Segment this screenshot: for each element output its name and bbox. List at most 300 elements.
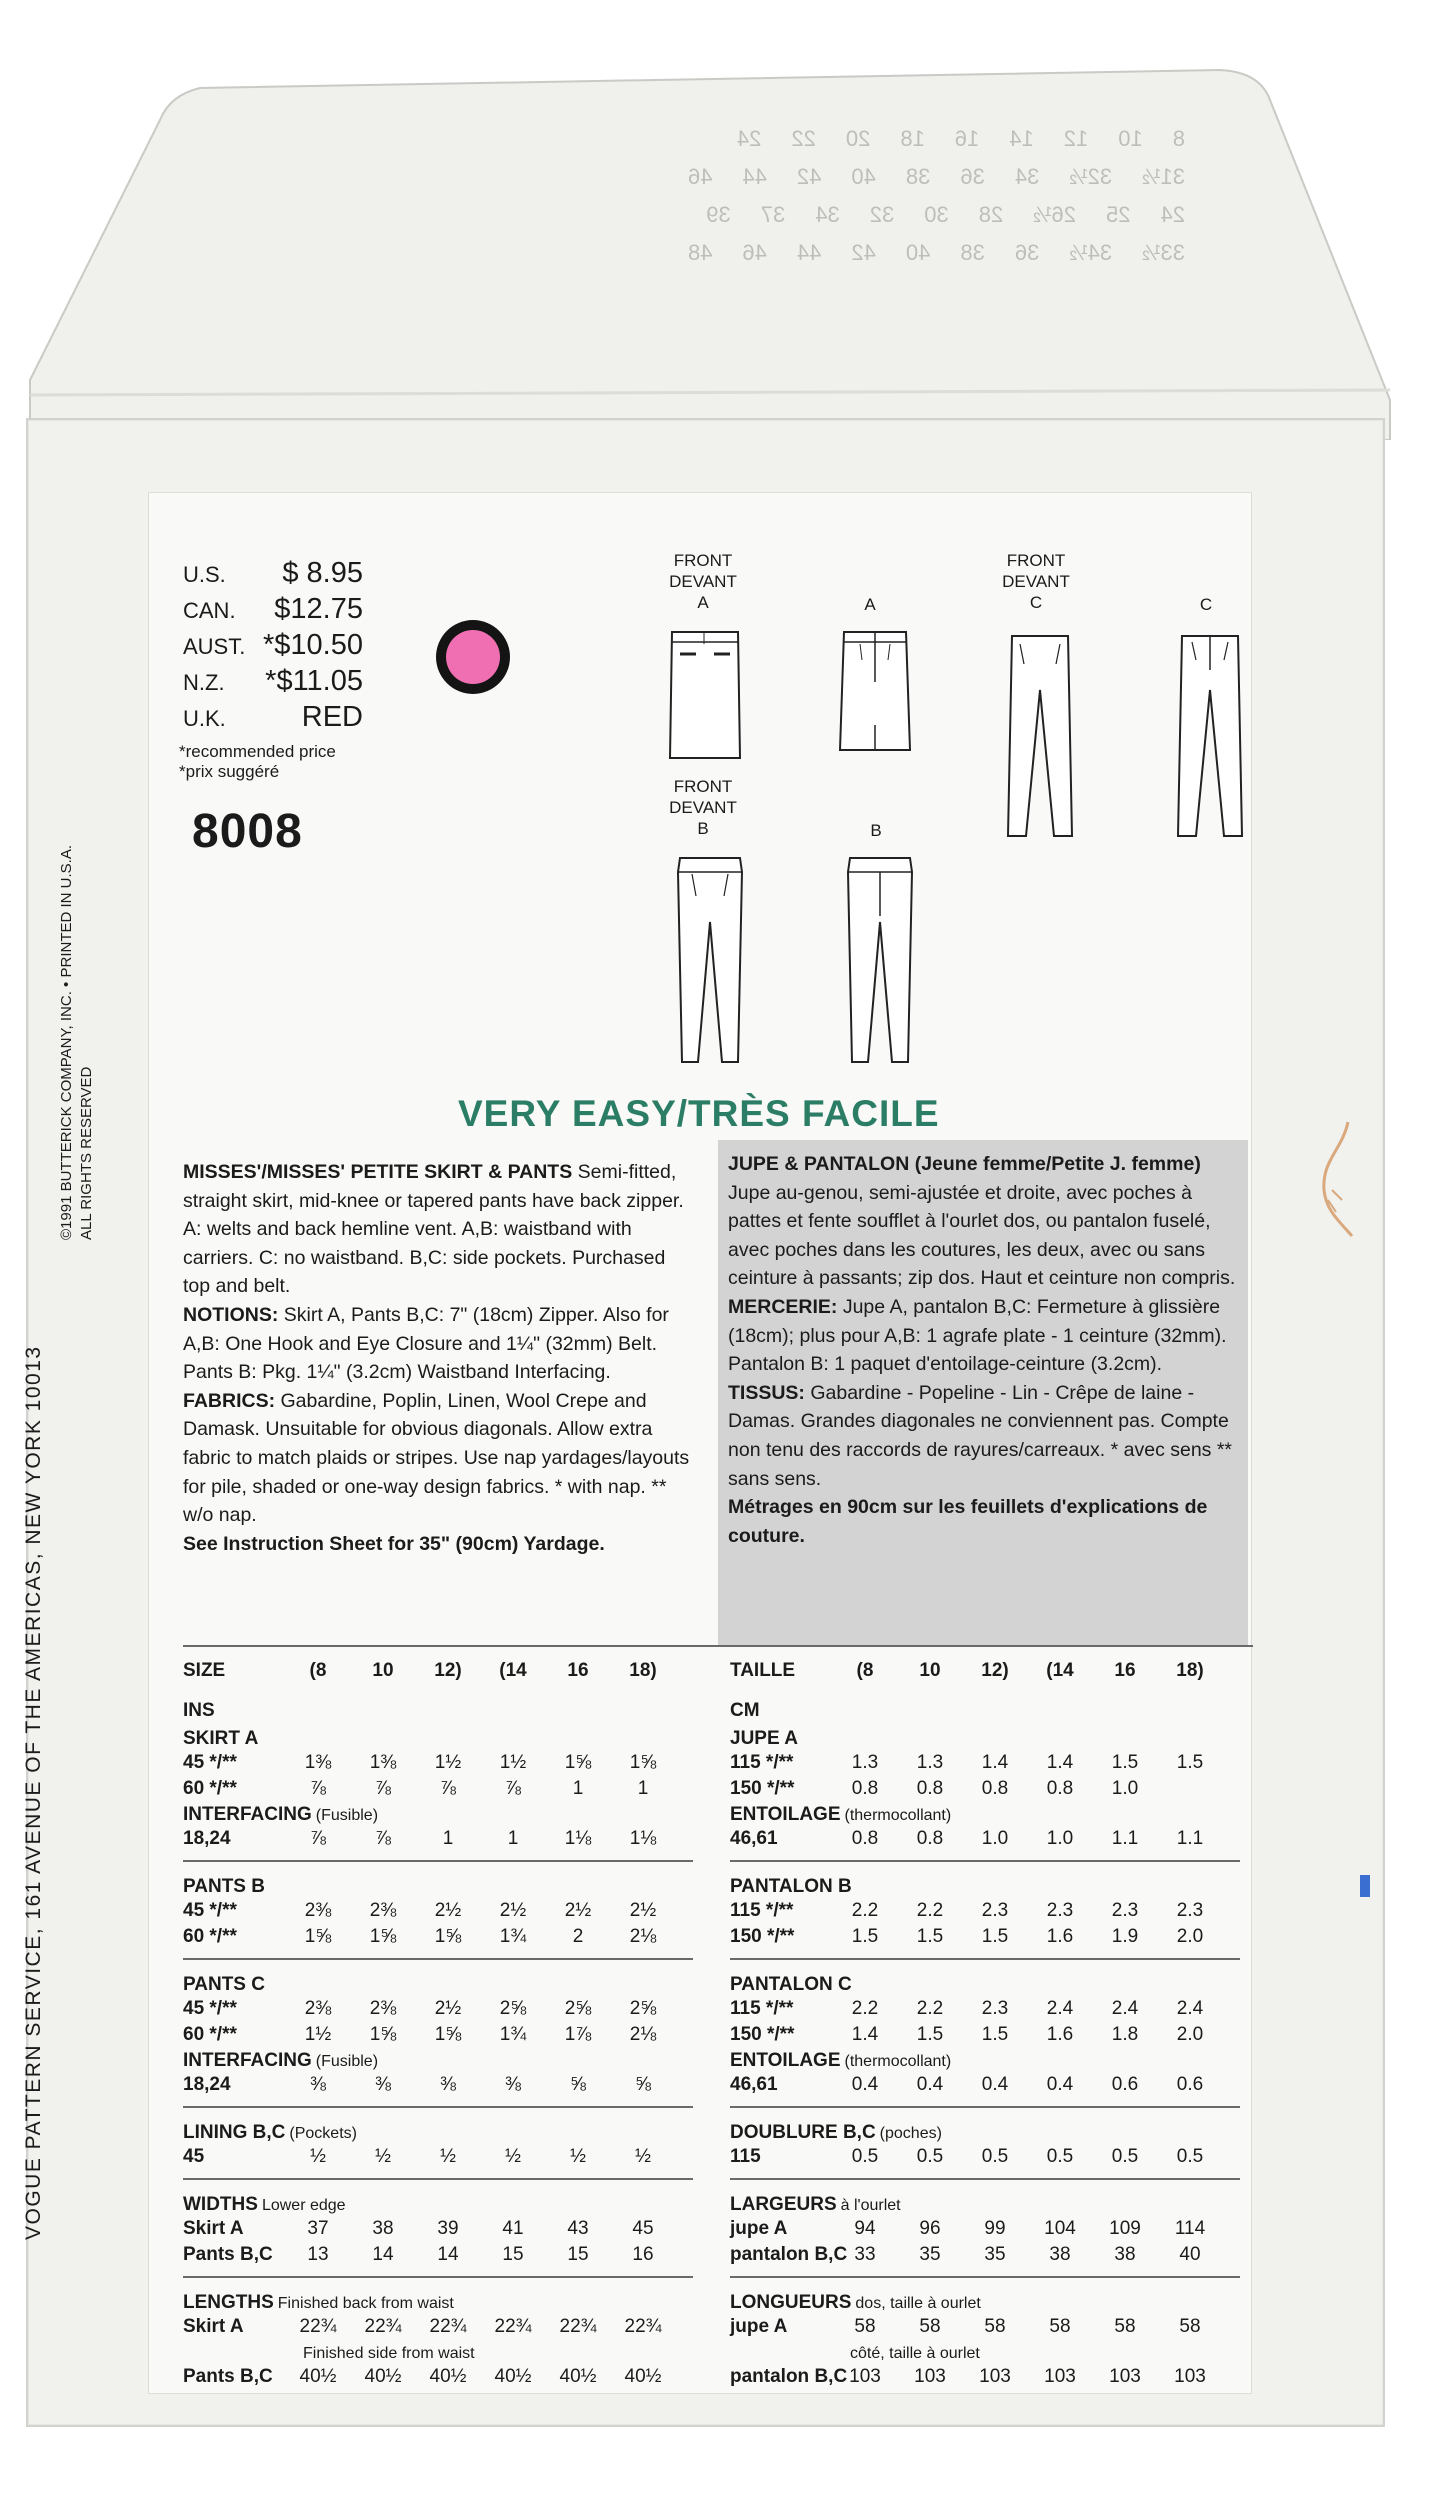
yardage-cell: 0.5 bbox=[1046, 2146, 1074, 2167]
pattern-number: 8008 bbox=[192, 805, 303, 858]
yardage-cell: 40½ bbox=[494, 2366, 532, 2387]
yardage-cell: 0.4 bbox=[916, 2074, 944, 2095]
yardage-cell: 22¾ bbox=[624, 2316, 662, 2337]
notions-paragraph bbox=[183, 1301, 693, 1387]
mercerie-paragraph bbox=[728, 1293, 1246, 1379]
row-group-note: (Fusible) bbox=[315, 1807, 379, 1824]
yardage-cell: 0.5 bbox=[916, 2146, 944, 2167]
row-group-note: Finished back from waist bbox=[277, 2295, 454, 2312]
skirt-a-front-sketch bbox=[660, 620, 750, 760]
yardage-cell: 2.2 bbox=[916, 1900, 944, 1921]
fabrics-text: Gabardine, Poplin, Linen, Wool Crepe and Damask. Unsuitable for obvious diagonals. Allow extra fabric to match plaids or stripes. Use nap yardages/layouts for pile, shaded or one-way design fabrics. * with nap. ** w/o nap. bbox=[183, 1389, 690, 1527]
yardage-cell: 1.5 bbox=[1176, 1752, 1204, 1773]
row-group-note: (thermocollant) bbox=[844, 1807, 952, 1824]
row-group-label: ENTOILAGE (thermocollant) bbox=[730, 1804, 952, 1825]
yardage-cell: 1.5 bbox=[916, 2024, 944, 2045]
notions-head: NOTIONS: bbox=[183, 1303, 279, 1326]
yardage-cell: 58 bbox=[984, 2316, 1006, 2337]
yardage-cell: 2⅛ bbox=[629, 1926, 657, 1947]
flap-chart-cell: 16 bbox=[954, 126, 980, 151]
size-column-header: 12) bbox=[981, 1660, 1009, 1681]
size-column-header: 12) bbox=[434, 1660, 462, 1681]
table-row-divider bbox=[730, 2106, 1240, 2108]
yardage-cell: 2 bbox=[572, 1926, 584, 1947]
yardage-cell: 2⅛ bbox=[629, 2024, 657, 2045]
yardage-cell: 1.0 bbox=[1046, 1828, 1074, 1849]
row-group-note: Finished side from waist bbox=[303, 2345, 475, 2362]
yardage-cell: ⅞ bbox=[505, 1778, 521, 1799]
yardage-table-english bbox=[183, 1652, 703, 2392]
tissus-head: TISSUS: bbox=[728, 1381, 805, 1404]
row-label: 45 bbox=[183, 2146, 205, 2167]
fr-description-text: Jupe au-genou, semi-ajustée et droite, avec poches à pattes et fente soufflet à l'ourlet dos, ou pantalon fuselé, avec poches dans les coutures, les deux, avec ou sans ceinture à passants; zip dos. Haut et ceinture non compris. bbox=[728, 1181, 1236, 1290]
flap-chart-cell: 42 bbox=[796, 164, 822, 189]
price-value: $12.75 bbox=[274, 593, 363, 625]
yardage-cell: ½ bbox=[570, 2146, 586, 2167]
price-value: *$11.05 bbox=[265, 665, 363, 697]
row-group-note: côté, taille à ourlet bbox=[850, 2345, 980, 2362]
yardage-cell: 2.2 bbox=[851, 1998, 879, 2019]
yardage-cell: 2⅜ bbox=[304, 1998, 332, 2019]
flap-chart-cell: 38 bbox=[905, 164, 931, 189]
flap-chart-cell: 24 bbox=[1160, 202, 1185, 227]
unit-label: CM bbox=[730, 1700, 760, 1721]
yardage-cell: 1.0 bbox=[981, 1828, 1009, 1849]
row-label: 115 */** bbox=[730, 1998, 794, 2019]
row-group-label: ENTOILAGE (thermocollant) bbox=[730, 2050, 952, 2071]
yardage-cell: 1⅝ bbox=[434, 1926, 462, 1947]
yardage-cell: 1⅜ bbox=[304, 1752, 332, 1773]
yardage-cell: 2.0 bbox=[1176, 1926, 1204, 1947]
yardage-cell: ⅞ bbox=[440, 1778, 456, 1799]
row-group-note: à l'ourlet bbox=[840, 2197, 901, 2214]
yardage-cell: 40½ bbox=[624, 2366, 662, 2387]
yardage-cell: 13 bbox=[307, 2244, 329, 2265]
yardage-cell: ⅜ bbox=[505, 2074, 521, 2095]
yardage-cell: 114 bbox=[1174, 2218, 1206, 2239]
yardage-cell: 2.4 bbox=[1046, 1998, 1074, 2019]
row-label: 18,24 bbox=[183, 1828, 231, 1849]
yardage-cell: 1 bbox=[442, 1828, 454, 1849]
yardage-cell: 1.1 bbox=[1111, 1828, 1139, 1849]
size-column-header: 16 bbox=[1114, 1660, 1136, 1681]
price-value: RED bbox=[301, 701, 363, 733]
size-header: SIZE bbox=[183, 1660, 226, 1681]
yardage-cell: ⅞ bbox=[375, 1828, 391, 1849]
price-row bbox=[183, 628, 363, 664]
yardage-cell: 94 bbox=[854, 2218, 876, 2239]
row-group-label: INTERFACING (Fusible) bbox=[183, 2050, 379, 2071]
row-label: 150 */** bbox=[730, 1926, 795, 1947]
row-label: pantalon B,C bbox=[730, 2244, 848, 2265]
yardage-cell: 1⅝ bbox=[564, 1752, 592, 1773]
yardage-cell: 1.3 bbox=[916, 1752, 944, 1773]
price-region: CAN. bbox=[183, 598, 236, 623]
row-group-note: (thermocollant) bbox=[844, 2053, 952, 2070]
yardage-cell: 1⅝ bbox=[434, 2024, 462, 2045]
fr-description-paragraph bbox=[728, 1150, 1246, 1293]
yardage-cell: 40½ bbox=[364, 2366, 402, 2387]
yardage-cell: 14 bbox=[372, 2244, 394, 2265]
yardage-cell: 2⅜ bbox=[369, 1900, 397, 1921]
price-region: N.Z. bbox=[183, 670, 225, 695]
pants-b-front-sketch bbox=[670, 852, 750, 1066]
yardage-cell: 2.3 bbox=[1046, 1900, 1074, 1921]
copyright-notice bbox=[57, 845, 97, 1240]
flap-chart-cell: 38 bbox=[960, 240, 985, 265]
mercerie-text: Jupe A, pantalon B,C: Fermeture à glissière (18cm); plus pour A,B: 1 agrafe plate - 1 ceinture (32mm). Pantalon B: 1 paquet d'entoilage-ceinture (3.2cm). bbox=[728, 1295, 1227, 1376]
english-description bbox=[183, 1158, 693, 1558]
yardage-cell: 15 bbox=[502, 2244, 524, 2265]
yardage-cell: 1⅝ bbox=[369, 1926, 397, 1947]
yardage-cell: 2.4 bbox=[1176, 1998, 1204, 2019]
size-column-header: 16 bbox=[567, 1660, 589, 1681]
yardage-cell: 0.8 bbox=[1046, 1778, 1074, 1799]
yardage-cell: 38 bbox=[1114, 2244, 1136, 2265]
description-text: Semi-fitted, straight skirt, mid-knee or tapered pants have back zipper. A: welts and back hemline vent. A,B: waistband with carriers. C: no waistband. B,C: side pockets. Purchased top and belt. bbox=[183, 1161, 684, 1298]
flap-chart-cell: 24 bbox=[736, 126, 762, 151]
yardage-cell: 38 bbox=[372, 2218, 394, 2239]
flap-chart-cell: 34 bbox=[1014, 164, 1040, 189]
yardage-cell: 22¾ bbox=[299, 2316, 337, 2337]
yardage-cell: ⅝ bbox=[570, 2074, 586, 2095]
yardage-cell: ⅝ bbox=[635, 2074, 651, 2095]
yardage-note: See Instruction Sheet for 35" (90cm) Yardage. bbox=[183, 1532, 605, 1555]
flap-chart-cell: 39 bbox=[706, 202, 731, 227]
yardage-cell: 22¾ bbox=[494, 2316, 532, 2337]
row-group-note: dos, taille à ourlet bbox=[855, 2295, 981, 2312]
french-description bbox=[728, 1150, 1246, 1550]
yardage-cell: 1½ bbox=[499, 1752, 527, 1773]
row-label: 150 */** bbox=[730, 1778, 795, 1799]
row-label: jupe A bbox=[730, 2316, 788, 2337]
mercerie-head: MERCERIE: bbox=[728, 1295, 838, 1318]
row-label: 115 bbox=[730, 2146, 761, 2167]
yardage-cell: 22¾ bbox=[559, 2316, 597, 2337]
yardage-cell: 1.0 bbox=[1111, 1778, 1139, 1799]
table-top-rule bbox=[183, 1645, 1253, 1647]
yardage-cell: ⅜ bbox=[310, 2074, 326, 2095]
fabrics-head: FABRICS: bbox=[183, 1389, 276, 1412]
yardage-cell: 1⅛ bbox=[629, 1828, 657, 1849]
label-back-b: B bbox=[870, 821, 882, 840]
table-row-divider bbox=[730, 1958, 1240, 1960]
flap-chart-cell: 48 bbox=[687, 240, 713, 265]
yardage-cell: 1 bbox=[572, 1778, 584, 1799]
envelope-flap bbox=[0, 0, 1445, 430]
yardage-cell: 58 bbox=[854, 2316, 876, 2337]
flap-chart-cell: 22 bbox=[791, 126, 816, 151]
flap-chart-cell: 36 bbox=[1014, 240, 1040, 265]
yardage-cell: 1 bbox=[637, 1778, 649, 1799]
yardage-cell: 40½ bbox=[429, 2366, 467, 2387]
flap-bleedthrough-chart bbox=[345, 120, 1185, 350]
row-group-label: WIDTHS Lower edge bbox=[183, 2194, 346, 2215]
row-group-label bbox=[183, 2342, 475, 2364]
flap-chart-cell: 44 bbox=[796, 240, 822, 265]
row-label: jupe A bbox=[730, 2218, 788, 2239]
yardage-cell: 2½ bbox=[434, 1900, 462, 1921]
table-row-divider bbox=[730, 1860, 1240, 1862]
yardage-cell: 33 bbox=[854, 2244, 876, 2265]
yardage-cell: 35 bbox=[919, 2244, 941, 2265]
label-front-c: FRONT DEVANT C bbox=[1002, 551, 1070, 612]
flap-chart-row bbox=[345, 158, 1185, 196]
size-column-header: (14 bbox=[1046, 1660, 1074, 1681]
yardage-cell: 2½ bbox=[499, 1900, 527, 1921]
row-label: Skirt A bbox=[183, 2316, 244, 2337]
yardage-cell: 1⅜ bbox=[369, 1752, 397, 1773]
row-group-label: PANTS C bbox=[183, 1974, 265, 1995]
size-column-header: 18) bbox=[629, 1660, 657, 1681]
yardage-cell: 40 bbox=[1179, 2244, 1201, 2265]
yardage-cell: 103 bbox=[1109, 2366, 1141, 2387]
flap-chart-cell: 42 bbox=[851, 240, 876, 265]
table-row-divider bbox=[183, 2276, 693, 2278]
yardage-cell: 1.5 bbox=[851, 1926, 879, 1947]
yardage-cell: ½ bbox=[440, 2146, 456, 2167]
yardage-cell: 2⅜ bbox=[304, 1900, 332, 1921]
flap-chart-cell: 8 bbox=[1172, 126, 1185, 151]
yardage-cell: 0.5 bbox=[981, 2146, 1009, 2167]
yardage-cell: 1.4 bbox=[1046, 1752, 1074, 1773]
row-label: 150 */** bbox=[730, 2024, 795, 2045]
flap-chart-cell: 10 bbox=[1118, 126, 1143, 151]
flap-chart-cell: 46 bbox=[687, 164, 713, 189]
flap-chart-cell: 28 bbox=[978, 202, 1004, 227]
yardage-cell: 1⅝ bbox=[304, 1926, 332, 1947]
yardage-cell: 103 bbox=[1174, 2366, 1206, 2387]
flap-chart-cell: 31½ bbox=[1142, 164, 1185, 189]
flap-chart-cell: 44 bbox=[742, 164, 767, 189]
yardage-cell: 2⅝ bbox=[564, 1998, 592, 2019]
yardage-cell: 2⅝ bbox=[499, 1998, 527, 2019]
yardage-cell: 104 bbox=[1044, 2218, 1076, 2239]
price-row bbox=[183, 592, 363, 628]
yardage-cell: 38 bbox=[1049, 2244, 1071, 2265]
row-group-label bbox=[730, 2342, 980, 2364]
row-label: pantalon B,C bbox=[730, 2366, 848, 2387]
label-front-a: FRONT DEVANT A bbox=[669, 551, 737, 612]
flap-chart-cell: 40 bbox=[851, 164, 876, 189]
yardage-cell: 0.8 bbox=[916, 1778, 944, 1799]
yardage-cell: 1.5 bbox=[981, 1926, 1009, 1947]
row-label: Pants B,C bbox=[183, 2244, 273, 2265]
yardage-cell: 58 bbox=[1114, 2316, 1136, 2337]
flap-chart-cell: 30 bbox=[924, 202, 949, 227]
row-group-label: SKIRT A bbox=[183, 1728, 259, 1749]
publisher-address: VOGUE PATTERN SERVICE, 161 AVENUE OF THE AMERICAS, NEW YORK 10013 bbox=[22, 1345, 45, 2240]
yardage-cell: 1.1 bbox=[1176, 1828, 1204, 1849]
yardage-cell: 40½ bbox=[299, 2366, 337, 2387]
yardage-cell: 99 bbox=[984, 2218, 1006, 2239]
yardage-cell: 35 bbox=[984, 2244, 1006, 2265]
yardage-cell: 1¾ bbox=[499, 1926, 527, 1947]
yardage-cell: 2.2 bbox=[916, 1998, 944, 2019]
pants-c-back-sketch bbox=[1170, 630, 1250, 840]
description-head: MISSES'/MISSES' PETITE SKIRT & PANTS bbox=[183, 1161, 573, 1183]
yardage-cell: 39 bbox=[437, 2218, 459, 2239]
yardage-cell: 0.4 bbox=[851, 2074, 879, 2095]
flap-chart-cell: 37 bbox=[760, 202, 786, 227]
table-row-divider bbox=[183, 1860, 693, 1862]
yardage-cell: 0.5 bbox=[851, 2146, 879, 2167]
yardage-cell: 14 bbox=[437, 2244, 459, 2265]
row-group-note: Lower edge bbox=[261, 2197, 346, 2214]
yardage-cell: 1.4 bbox=[851, 2024, 879, 2045]
yardage-cell: 58 bbox=[1179, 2316, 1201, 2337]
row-group-label: LINING B,C (Pockets) bbox=[183, 2122, 357, 2143]
table-row-divider bbox=[730, 2276, 1240, 2278]
yardage-cell: 1⅛ bbox=[564, 1828, 592, 1849]
yardage-cell: 2½ bbox=[564, 1900, 592, 1921]
yardage-cell: ½ bbox=[310, 2146, 326, 2167]
yardage-cell: 2.3 bbox=[1176, 1900, 1204, 1921]
price-row bbox=[183, 556, 363, 592]
fr-description-head: JUPE & PANTALON (Jeune femme/Petite J. femme) bbox=[728, 1153, 1201, 1175]
row-group-label: LONGUEURS dos, taille à ourlet bbox=[730, 2292, 981, 2313]
yardage-cell: ⅜ bbox=[375, 2074, 391, 2095]
table-row-divider bbox=[730, 2178, 1240, 2180]
yardage-cell: 1.6 bbox=[1046, 1926, 1074, 1947]
flap-chart-cell: 14 bbox=[1009, 126, 1034, 151]
table-row-divider bbox=[183, 1958, 693, 1960]
flap-chart-cell: 20 bbox=[845, 126, 871, 151]
flap-chart-row bbox=[345, 234, 1185, 272]
label-back-a: A bbox=[864, 595, 876, 614]
tissus-paragraph bbox=[728, 1379, 1246, 1493]
row-group-label: DOUBLURE B,C (poches) bbox=[730, 2122, 942, 2143]
price-row bbox=[183, 664, 363, 700]
price-note: *prix suggéré bbox=[179, 762, 280, 781]
yardage-cell: ½ bbox=[505, 2146, 521, 2167]
yardage-cell: ⅜ bbox=[440, 2074, 456, 2095]
size-column-header: 10 bbox=[372, 1660, 394, 1681]
yardage-cell: 109 bbox=[1109, 2218, 1141, 2239]
row-group-label: PANTALON B bbox=[730, 1876, 852, 1897]
yardage-cell: 22¾ bbox=[429, 2316, 467, 2337]
yardage-cell: 1.5 bbox=[1111, 1752, 1139, 1773]
yardage-cell: 2.3 bbox=[981, 1998, 1009, 2019]
yardage-cell: ½ bbox=[635, 2146, 651, 2167]
row-label: 45 */** bbox=[183, 1998, 237, 2019]
yardage-cell: 15 bbox=[567, 2244, 589, 2265]
row-group-label: LARGEURS à l'ourlet bbox=[730, 2194, 901, 2215]
yardage-cell: 2⅜ bbox=[369, 1998, 397, 2019]
flap-chart-row bbox=[345, 120, 1185, 158]
unit-label: INS bbox=[183, 1700, 215, 1721]
row-group-label: INTERFACING (Fusible) bbox=[183, 1804, 379, 1825]
yardage-cell: 2.3 bbox=[1111, 1900, 1139, 1921]
yardage-cell: 1⅝ bbox=[629, 1752, 657, 1773]
row-label: 45 */** bbox=[183, 1900, 237, 1921]
price-note: *recommended price bbox=[179, 742, 336, 761]
price-value: *$10.50 bbox=[263, 629, 363, 661]
row-label: 46,61 bbox=[730, 2074, 778, 2095]
yardage-cell: 103 bbox=[1044, 2366, 1076, 2387]
copyright-line: ©1991 BUTTERICK COMPANY, INC. • PRINTED IN U.S.A. bbox=[58, 845, 75, 1240]
row-group-label: PANTS B bbox=[183, 1876, 265, 1897]
yardage-cell: 0.4 bbox=[1046, 2074, 1074, 2095]
yardage-cell: 0.8 bbox=[851, 1828, 879, 1849]
size-column-header: (8 bbox=[309, 1660, 327, 1681]
flap-chart-cell: 33½ bbox=[1142, 240, 1185, 265]
description-paragraph bbox=[183, 1158, 693, 1301]
blue-ink-mark bbox=[1360, 1875, 1370, 1897]
row-group-note: (Fusible) bbox=[315, 2053, 379, 2070]
yardage-cell: 1.8 bbox=[1111, 2024, 1139, 2045]
price-region: U.S. bbox=[183, 562, 226, 587]
price-block bbox=[179, 556, 363, 782]
tissus-text: Gabardine - Popeline - Lin - Crêpe de laine - Damas. Grandes diagonales ne conviennent pas. Compte non tenu des raccords de rayures/carreaux. * avec sens ** sans sens. bbox=[728, 1381, 1233, 1490]
yardage-cell: 1.4 bbox=[981, 1752, 1009, 1773]
yardage-cell: 1.5 bbox=[916, 1926, 944, 1947]
flap-chart-cell: 32 bbox=[869, 202, 895, 227]
row-label: Pants B,C bbox=[183, 2366, 273, 2387]
rights-line: ALL RIGHTS RESERVED bbox=[78, 1066, 95, 1240]
row-group-label: LENGTHS Finished back from waist bbox=[183, 2292, 454, 2313]
row-label: 60 */** bbox=[183, 2024, 237, 2045]
flap-chart-cell: 32½ bbox=[1069, 164, 1113, 189]
flap-chart-cell: 12 bbox=[1063, 126, 1089, 151]
yardage-cell: 2.0 bbox=[1176, 2024, 1204, 2045]
row-group-note: (Pockets) bbox=[289, 2125, 357, 2142]
row-group-note: (poches) bbox=[879, 2125, 942, 2142]
yardage-cell: 43 bbox=[567, 2218, 589, 2239]
size-column-header: 18) bbox=[1176, 1660, 1204, 1681]
size-column-header: (14 bbox=[499, 1660, 527, 1681]
flap-chart-row bbox=[345, 196, 1185, 234]
yardage-cell: 1¾ bbox=[499, 2024, 527, 2045]
yardage-cell: 0.5 bbox=[1111, 2146, 1139, 2167]
skirt-a-back-sketch bbox=[830, 620, 920, 760]
yardage-cell: 0.8 bbox=[981, 1778, 1009, 1799]
yardage-cell: 1.3 bbox=[851, 1752, 879, 1773]
row-group-label: JUPE A bbox=[730, 1728, 798, 1749]
flap-chart-cell: 40 bbox=[905, 240, 931, 265]
yardage-cell: ⅞ bbox=[310, 1778, 326, 1799]
row-label: Skirt A bbox=[183, 2218, 244, 2239]
yardage-cell: 0.6 bbox=[1111, 2074, 1139, 2095]
size-header: TAILLE bbox=[730, 1660, 796, 1681]
yardage-cell: 2⅝ bbox=[629, 1998, 657, 2019]
flap-chart-cell: 36 bbox=[960, 164, 985, 189]
pants-c-front-sketch bbox=[1000, 630, 1080, 840]
yardage-cell: 0.8 bbox=[851, 1778, 879, 1799]
pencil-mark bbox=[1318, 1120, 1358, 1240]
yardage-cell: 41 bbox=[502, 2218, 524, 2239]
flap-chart-cell: 18 bbox=[900, 126, 925, 151]
yardage-cell: 37 bbox=[307, 2218, 329, 2239]
size-column-header: 10 bbox=[919, 1660, 941, 1681]
yardage-cell: 1 bbox=[507, 1828, 519, 1849]
yardage-cell: 40½ bbox=[559, 2366, 597, 2387]
metrages-note: Métrages en 90cm sur les feuillets d'explications de couture. bbox=[728, 1496, 1208, 1547]
yardage-table-french bbox=[730, 1652, 1250, 2392]
yardage-cell: ⅞ bbox=[375, 1778, 391, 1799]
yardage-cell: 22¾ bbox=[364, 2316, 402, 2337]
yardage-cell: 103 bbox=[914, 2366, 946, 2387]
label-front-b: FRONT DEVANT B bbox=[669, 777, 737, 838]
flap-chart-cell: 26½ bbox=[1033, 202, 1077, 227]
price-region: U.K. bbox=[183, 706, 226, 731]
yardage-cell: 103 bbox=[979, 2366, 1011, 2387]
fabrics-paragraph bbox=[183, 1387, 693, 1530]
table-row-divider bbox=[183, 2106, 693, 2108]
flap-chart-cell: 46 bbox=[742, 240, 767, 265]
yardage-cell: 2½ bbox=[629, 1900, 657, 1921]
difficulty-headline: VERY EASY/TRÈS FACILE bbox=[458, 1093, 940, 1134]
